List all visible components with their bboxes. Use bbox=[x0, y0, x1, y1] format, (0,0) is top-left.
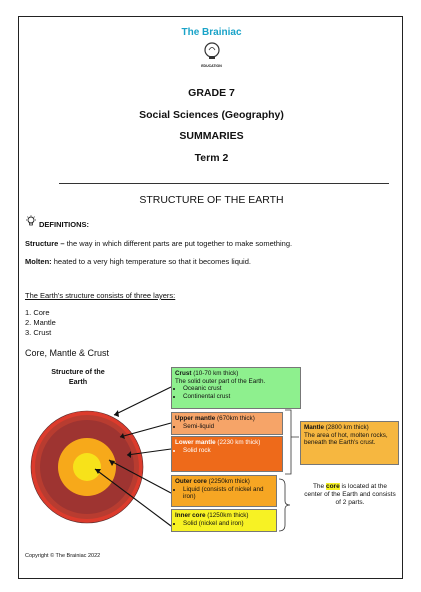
list-item: • Oceanic crust bbox=[183, 385, 297, 393]
crust-thickness: (10-70 km thick) bbox=[191, 370, 239, 377]
crust-title: Crust bbox=[175, 370, 192, 377]
lower-mantle-title: Lower mantle bbox=[175, 439, 216, 446]
molten-term: Molten: bbox=[25, 257, 52, 266]
list-item: 2. Mantle bbox=[25, 318, 56, 327]
structure-term: Structure – bbox=[25, 239, 65, 248]
structure-text: the way in which different parts are put together to make something. bbox=[64, 239, 293, 248]
molten-text: heated to a very high temperature so that it becomes liquid. bbox=[51, 257, 251, 266]
section-title: STRUCTURE OF THE EARTH bbox=[139, 194, 284, 206]
document-page bbox=[18, 16, 403, 579]
mantle-bracket bbox=[285, 410, 299, 474]
crust-arrow bbox=[114, 387, 171, 415]
upper-mantle-box bbox=[171, 412, 283, 435]
list-item: • Liquid (consists of nickel and iron) bbox=[183, 486, 273, 501]
outer-core-thickness: (2250km thick) bbox=[206, 478, 250, 485]
list-item: 3. Crust bbox=[25, 328, 52, 337]
lower-mantle-thickness: (2230 km thick) bbox=[215, 439, 261, 446]
mantle-thickness: (2800 km thick) bbox=[323, 424, 369, 431]
layers-intro: The Earth's structure consists of three layers: bbox=[25, 291, 176, 300]
upper-mantle-thickness: (670km thick) bbox=[215, 415, 255, 422]
list-item: 1. Core bbox=[25, 308, 50, 317]
list-item: • Continental crust bbox=[183, 393, 297, 401]
lower-mantle-box bbox=[171, 436, 283, 472]
inner-core-layer bbox=[73, 453, 101, 481]
core-highlight: core bbox=[325, 483, 340, 490]
inner-core-thickness: (1250km thick) bbox=[205, 512, 249, 519]
grade-title: GRADE 7 bbox=[188, 87, 235, 99]
copyright: Copyright © The Brainiac 2022 bbox=[25, 553, 101, 559]
subject-title: Social Sciences (Geography) bbox=[139, 109, 284, 121]
term-title: Term 2 bbox=[194, 152, 229, 164]
list-item: • Semi-liquid bbox=[183, 423, 279, 431]
doc-type-title: SUMMARIES bbox=[179, 130, 244, 142]
list-item: • Solid rock bbox=[183, 447, 279, 455]
mantle-box bbox=[300, 421, 399, 465]
outer-core-title: Outer core bbox=[175, 478, 207, 485]
crust-desc: The solid outer part of the Earth. bbox=[175, 377, 266, 385]
logo-caption: EDUCATION bbox=[201, 64, 222, 68]
outer-core-box bbox=[171, 475, 277, 507]
core-bracket bbox=[279, 479, 290, 531]
inner-core-title: Inner core bbox=[175, 512, 206, 519]
brand-name: The Brainiac bbox=[181, 27, 242, 38]
crust-box bbox=[171, 367, 301, 409]
list-item: • Solid (nickel and iron) bbox=[183, 520, 273, 528]
mantle-desc: The area of hot, molten rocks, beneath the Earth's crust. bbox=[304, 431, 388, 447]
definitions-heading: DEFINITIONS: bbox=[39, 220, 89, 229]
mantle-title: Mantle bbox=[304, 424, 324, 431]
diagram-title: Structure of the Earth bbox=[51, 367, 105, 386]
core-note: The core is located at the center of the Earth and consists of 2 parts. bbox=[304, 483, 396, 506]
diagram-heading: Core, Mantle & Crust bbox=[25, 348, 110, 358]
upper-mantle-title: Upper mantle bbox=[175, 415, 216, 422]
inner-core-box bbox=[171, 509, 277, 532]
